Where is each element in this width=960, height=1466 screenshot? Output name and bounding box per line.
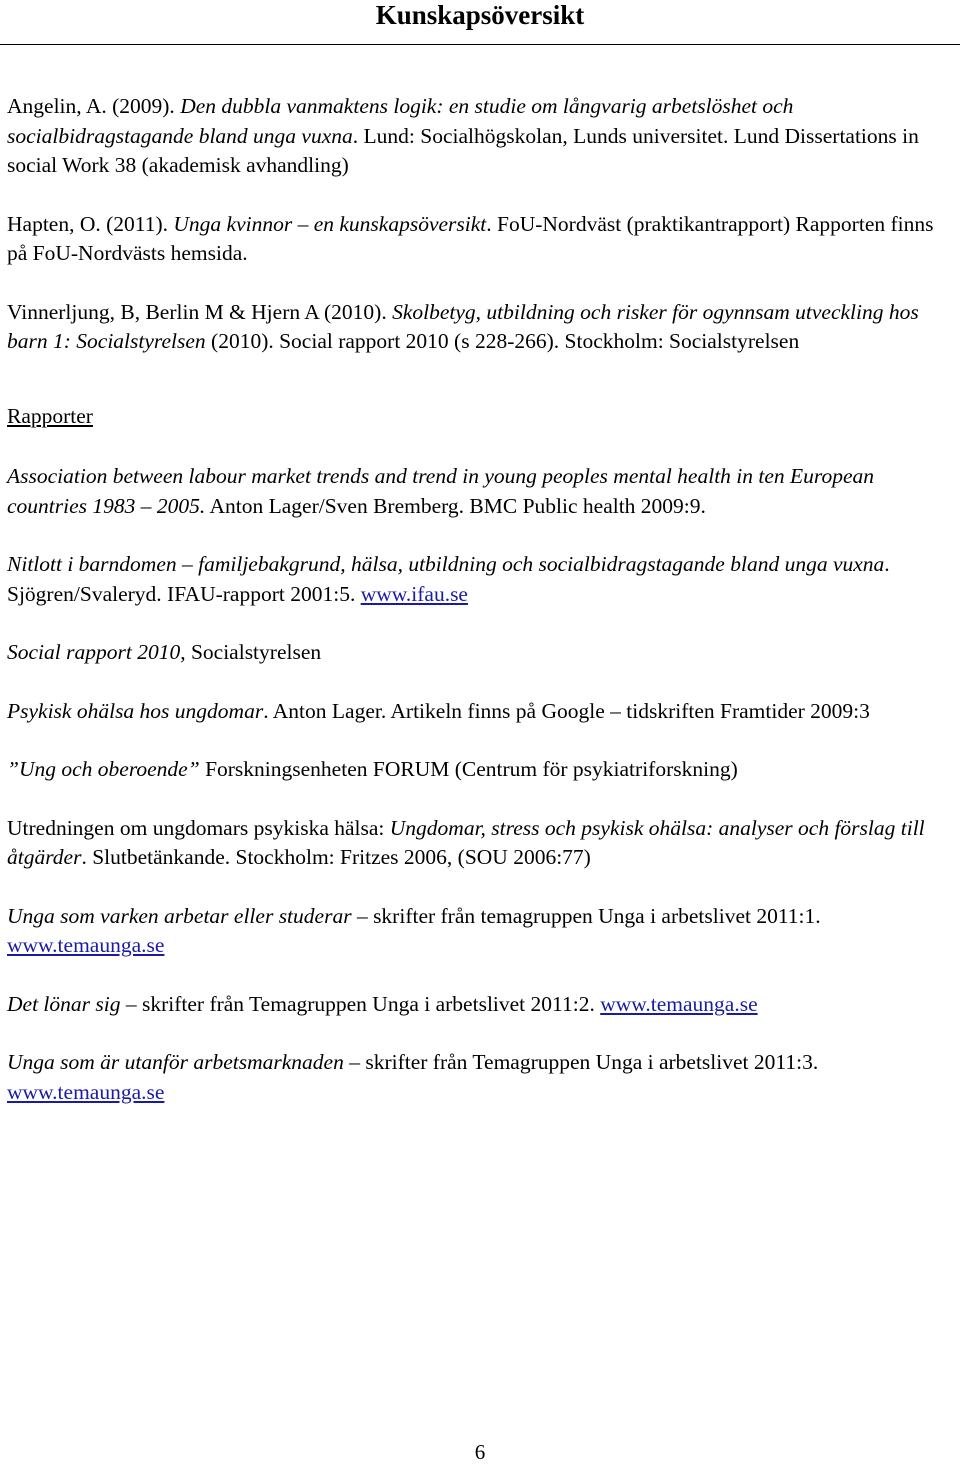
reference-hapten: Hapten, O. (2011). Unga kvinnor – en kunskapsöversikt. FoU-Nordväst (praktikantrapport) Rapporten finns på FoU-Nordvästs hemsida. bbox=[7, 211, 934, 265]
reference-list bbox=[7, 92, 952, 1107]
reference-angelin: Angelin, A. (2009). Den dubbla vanmaktens logik: en studie om långvarig arbetslöshet och socialbidragstagande bland unga vuxna. Lund: Socialhögskolan, Lunds universitet. Lund Dissertations in social Work 38 (akademisk avhandling) bbox=[7, 94, 919, 177]
report-social-rapport: Social rapport 2010, Socialstyrelsen bbox=[7, 640, 322, 664]
report-ung-och-oberoende: ”Ung och oberoende” Forskningsenheten FORUM (Centrum för psykiatriforskning) bbox=[7, 757, 738, 781]
section-heading-rapporter: Rapporter bbox=[7, 403, 93, 428]
page-title: Kunskapsöversikt bbox=[375, 0, 585, 30]
temaunga-link-1[interactable]: www.temaunga.se bbox=[7, 933, 165, 957]
report-nitlott: Nitlott i barndomen – familjebakgrund, hälsa, utbildning och socialbidragstagande bland unga vuxna. Sjögren/Svaleryd. IFAU-rapport 2001:5. www.ifau.se bbox=[7, 552, 890, 606]
page-number: 6 bbox=[474, 1440, 486, 1464]
report-unga-varken: Unga som varken arbetar eller studerar – skrifter från temagruppen Unga i arbetslivet 2011:1. www.temaunga.se bbox=[7, 903, 821, 957]
report-association: Association between labour market trends and trend in young peoples mental health in ten European countries 1983 – 2005. Anton Lager/Sven Bremberg. BMC Public health 2009:9. bbox=[7, 464, 875, 518]
report-utredningen: Utredningen om ungdomars psykiska hälsa: Ungdomar, stress och psykisk ohälsa: analyser och förslag till åtgärder. Slutbetänkande. Stockholm: Fritzes 2006, (SOU 2006:77) bbox=[7, 815, 925, 869]
header-rule bbox=[0, 44, 960, 45]
temaunga-link-2[interactable]: www.temaunga.se bbox=[600, 991, 758, 1016]
reference-vinnerljung: Vinnerljung, B, Berlin M & Hjern A (2010). Skolbetyg, utbildning och risker för ogynnsam utveckling hos barn 1: Socialstyrelsen (2010). Social rapport 2010 (s 228-266). Stockholm: Socialstyrelsen bbox=[7, 299, 919, 353]
report-psykisk-ohalsa: Psykisk ohälsa hos ungdomar. Anton Lager. Artikeln finns på Google – tidskriften Framtider 2009:3 bbox=[7, 698, 870, 723]
report-unga-utanfor: Unga som är utanför arbetsmarknaden – skrifter från Temagruppen Unga i arbetslivet 2011:3. www.temaunga.se bbox=[7, 1050, 819, 1104]
temaunga-link-3[interactable]: www.temaunga.se bbox=[7, 1079, 165, 1104]
report-det-lonar-sig: Det lönar sig – skrifter från Temagruppen Unga i arbetslivet 2011:2. www.temaunga.se bbox=[7, 991, 758, 1016]
ifau-link[interactable]: www.ifau.se bbox=[360, 581, 468, 606]
